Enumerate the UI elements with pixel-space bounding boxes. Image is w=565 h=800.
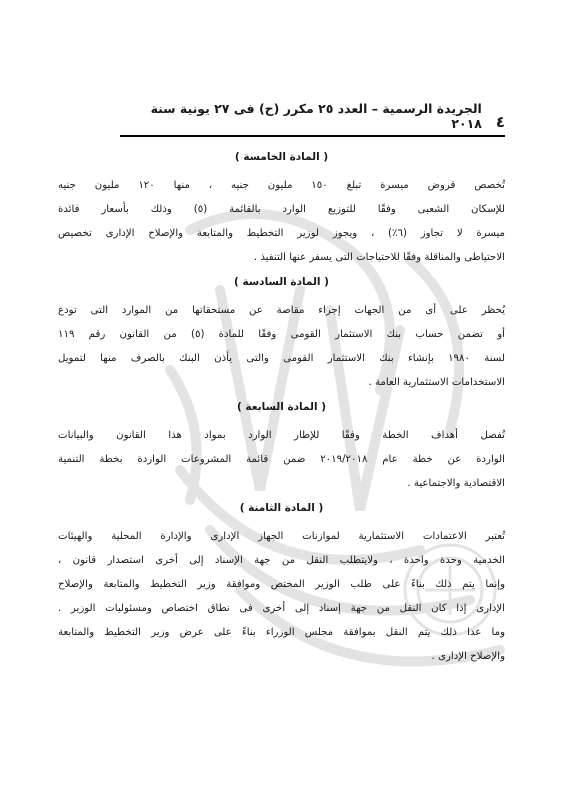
page-number: ٤ [495,113,505,131]
gazette-header-title: الجريدة الرسمية – العدد ٢٥ مكرر (ح) فى ٢٧ يونية سنة ٢٠١٨ [150,101,482,131]
text-line: أو تضمن حساب بنك الاستثمار القومى وفقًا للمادة (٥) من القانون رقم ١١٩ [58,329,506,340]
document-body [58,148,505,672]
article-7 [58,398,505,496]
article-text [58,174,505,270]
article-6 [58,273,505,395]
text-line: لسنة ١٩٨٠ بإنشاء بنك الاستثمار القومى والتى يأذن البنك بالصرف منها لتمويل [58,353,505,364]
text-line: وإنما يتم ذلك بناءً على طلب الوزير المختص وموافقة وزير التخطيط والمتابعة والإصلاح [58,579,505,590]
text-line: ميسرة لا تجاوز (٦٪) ، ويجوز لوزير التخطيط والمتابعة والإصلاح الإدارى تخصيص [58,228,505,239]
article-text [58,424,505,496]
article-8 [58,499,505,669]
text-line: وما عدا ذلك يتم النقل بموافقة مجلس الوزراء بناءً على عرض وزير التخطيط والمتابعة [58,627,505,638]
page-header [120,101,505,137]
article-title: ( المادة السادسة ) [234,276,329,288]
article-5 [58,148,505,270]
article-title: ( المادة الثامنة ) [239,502,324,514]
text-line: الواردة عن خطة عام ٢٠١٩/٢٠١٨ ضمن قائمة المشروعات الواردة بخطة التنمية [58,454,505,465]
text-line: الاقتصادية والاجتماعية . [407,478,505,489]
text-line: والإصلاح الإدارى . [431,651,505,662]
text-line: تُفصل أهداف الخطة وفقًا للإطار الوارد بمواد هذا القانون والبيانات [58,430,505,441]
text-line: الإدارى إذا كان النقل من جهة إسناد إلى أخرى فى نطاق اختصاص ومسئوليات الوزير . [58,603,505,614]
text-line: تُعتبر الاعتمادات الاستثمارية لموازنات الجهاز الإدارى والإدارة المحلية والهيئات [58,531,505,542]
text-line: الاحتياطى والمناقلة وفقًا للاحتياجات التى يسفر عنها التنفيذ . [253,252,505,263]
article-title: ( المادة السابعة ) [236,401,327,413]
article-text [58,525,505,669]
text-line: للإسكان الشعبى وفقًا للتوزيع الوارد بالقائمة (٥) وذلك بأسعار فائدة [58,204,505,215]
text-line: الاستخدامات الاستثمارية العامة . [368,377,505,388]
text-line: يُحظر على أى من الجهات إجراء مقاصة عن مستحقاتها من الموارد التى تودع [58,305,505,316]
article-text [58,299,505,395]
text-line: تُخصص قروض ميسرة تبلغ ١٥٠ مليون جنيه ، منها ١٢٠ مليون جنيه [58,180,505,191]
article-title: ( المادة الخامسة ) [234,151,329,163]
text-line: الخدمية وحدة واحدة ، ولايتطلب النقل من جهة الإسناد إلى أخرى استصدار قانون ، [58,555,505,566]
